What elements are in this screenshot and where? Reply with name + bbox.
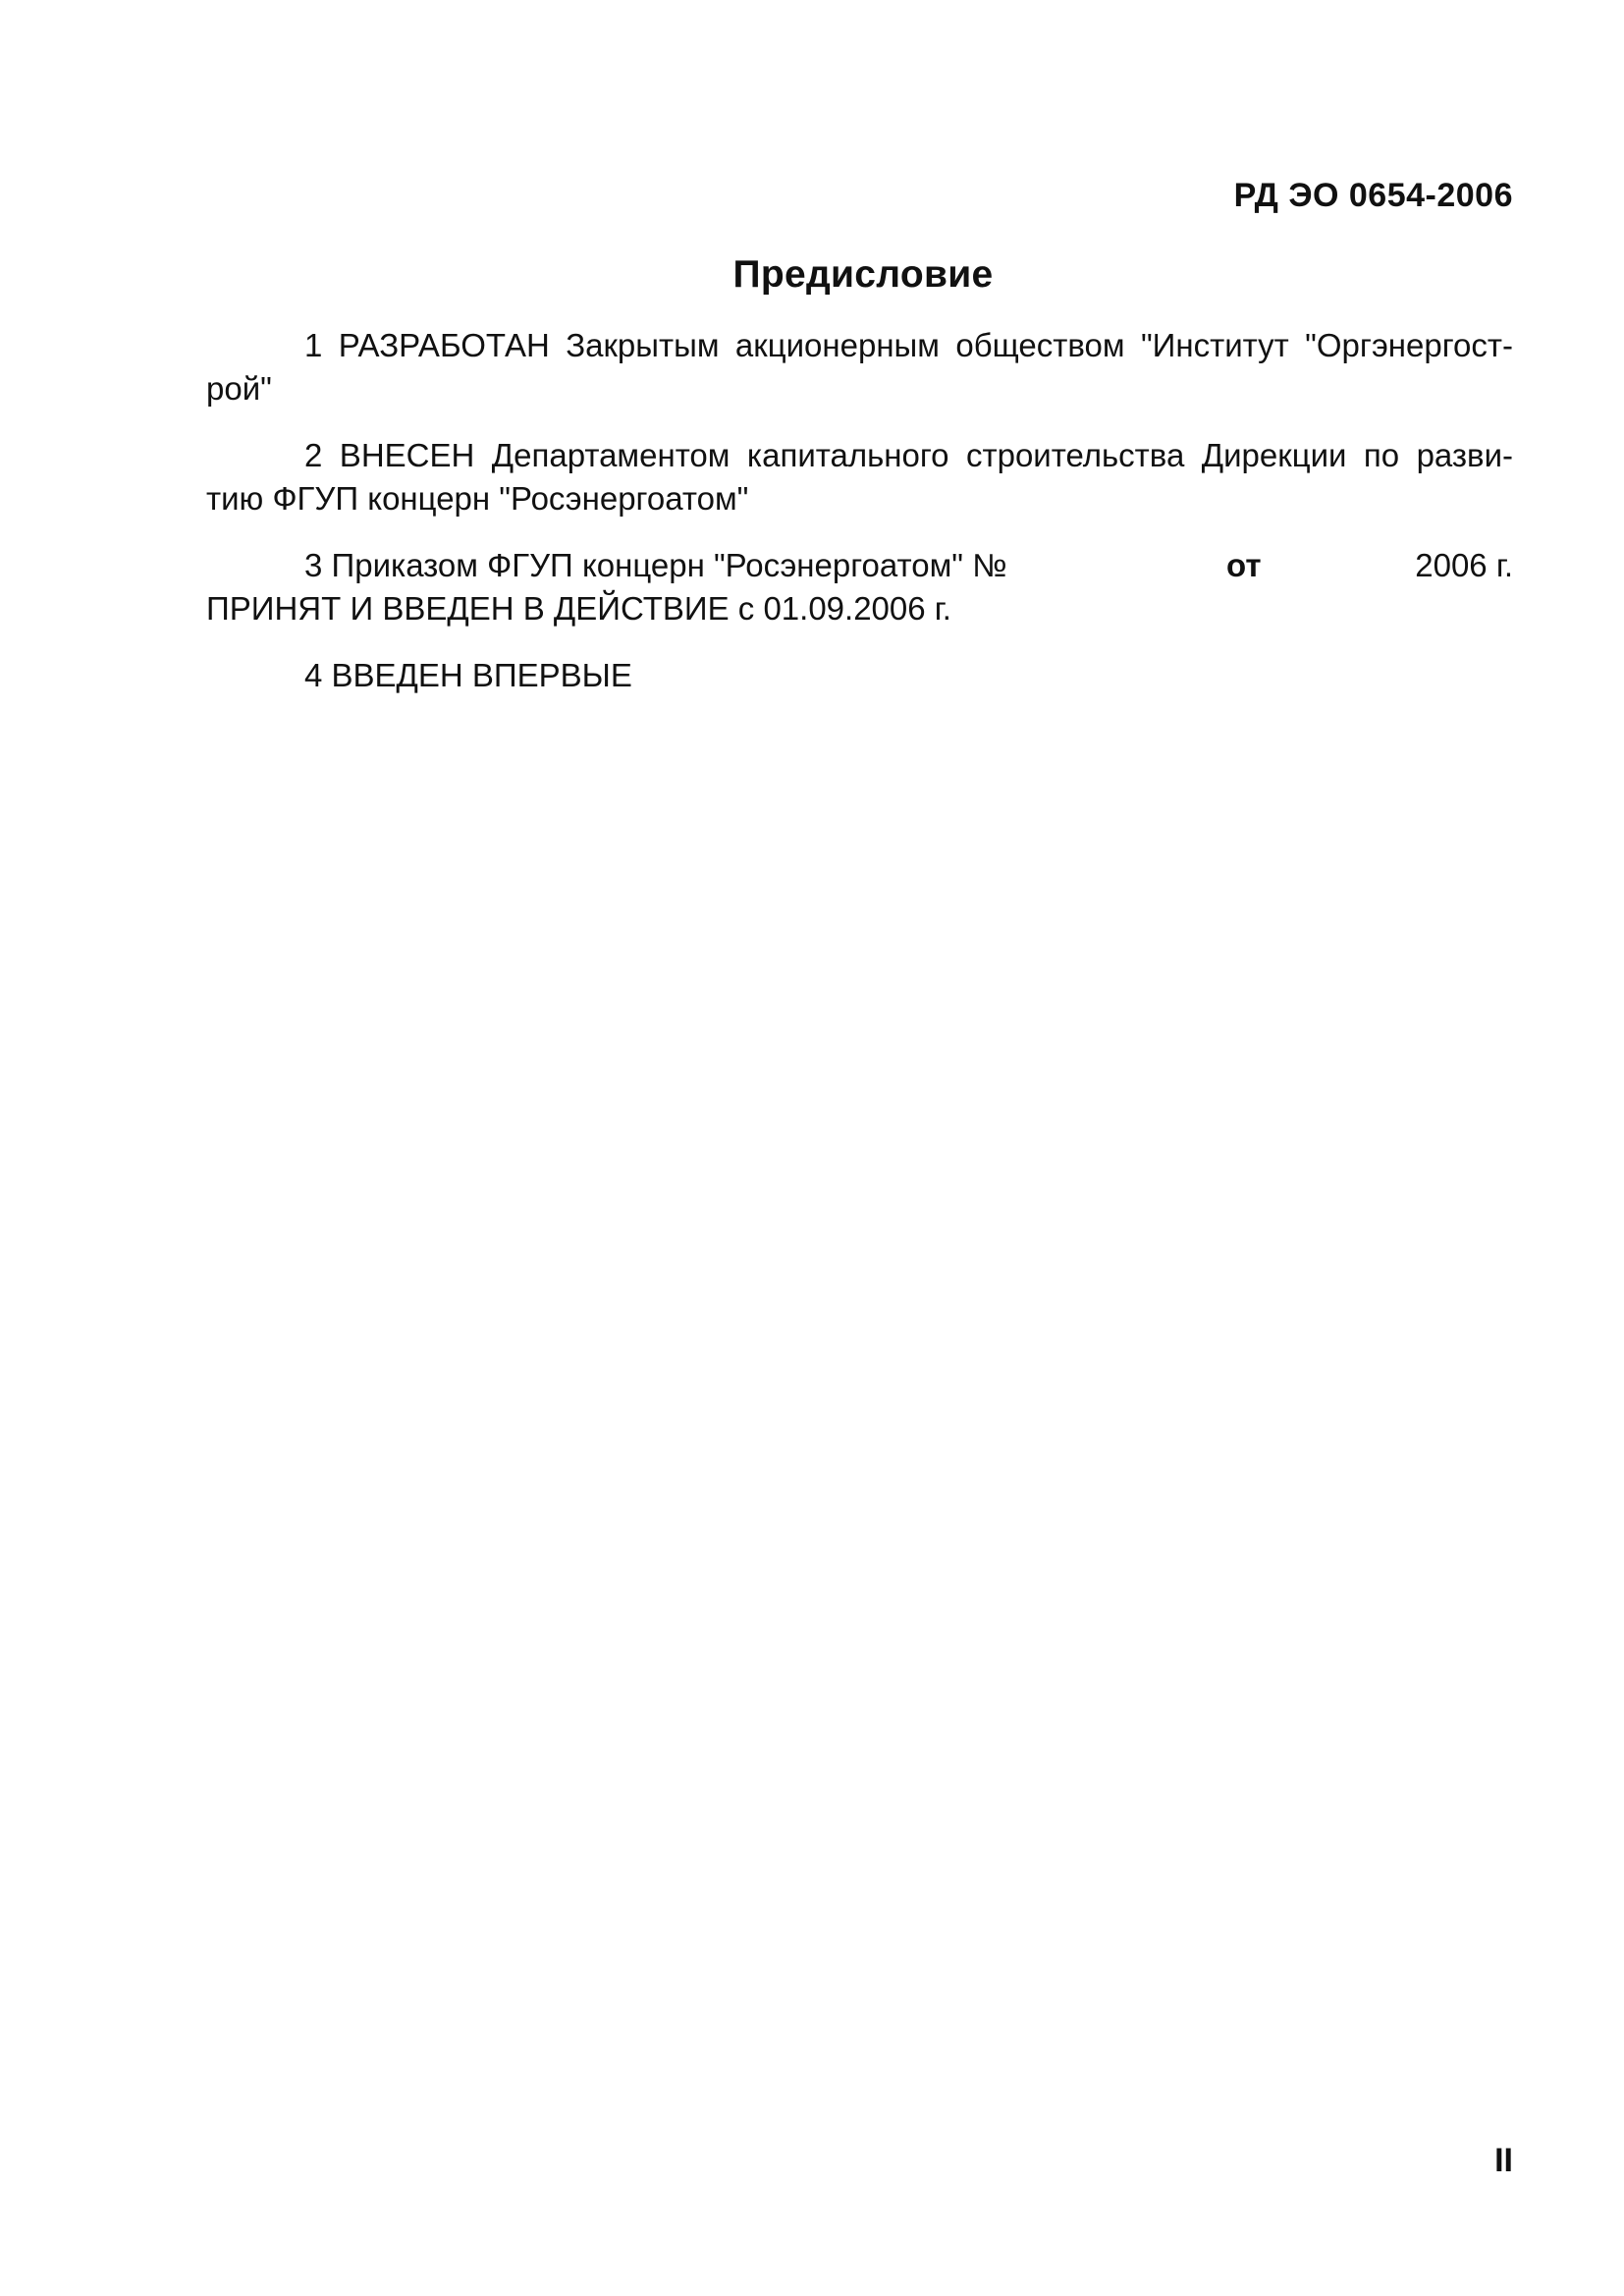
paragraph-line: 2 ВНЕСЕН Департаментом капитального строительства Дирекции по разви- <box>304 437 1513 473</box>
paragraph-developed-by <box>206 324 1513 410</box>
paragraph-first-introduced <box>206 654 1513 697</box>
order-text: 3 Приказом ФГУП концерн "Росэнергоатом" № <box>304 547 1007 583</box>
paragraph-line: рой" <box>206 370 272 407</box>
order-date-prefix: от <box>1226 547 1262 583</box>
document-code: РД ЭО 0654-2006 <box>1233 177 1513 214</box>
paragraph-order <box>206 544 1513 630</box>
order-year: 2006 г. <box>1415 547 1513 583</box>
paragraph-introduced-by <box>206 434 1513 520</box>
page-number: II <box>1494 2142 1513 2179</box>
paragraph-line: тию ФГУП концерн "Росэнергоатом" <box>206 480 749 517</box>
paragraph-line: 4 ВВЕДЕН ВПЕРВЫЕ <box>304 657 632 693</box>
paragraph-line: ПРИНЯТ И ВВЕДЕН В ДЕЙСТВИЕ с 01.09.2006 г. <box>206 590 951 627</box>
paragraph-line <box>206 544 1513 587</box>
page-title: Предисловие <box>732 253 994 296</box>
paragraph-line: 1 РАЗРАБОТАН Закрытым акционерным обществом "Институт "Оргэнергост- <box>304 327 1513 363</box>
